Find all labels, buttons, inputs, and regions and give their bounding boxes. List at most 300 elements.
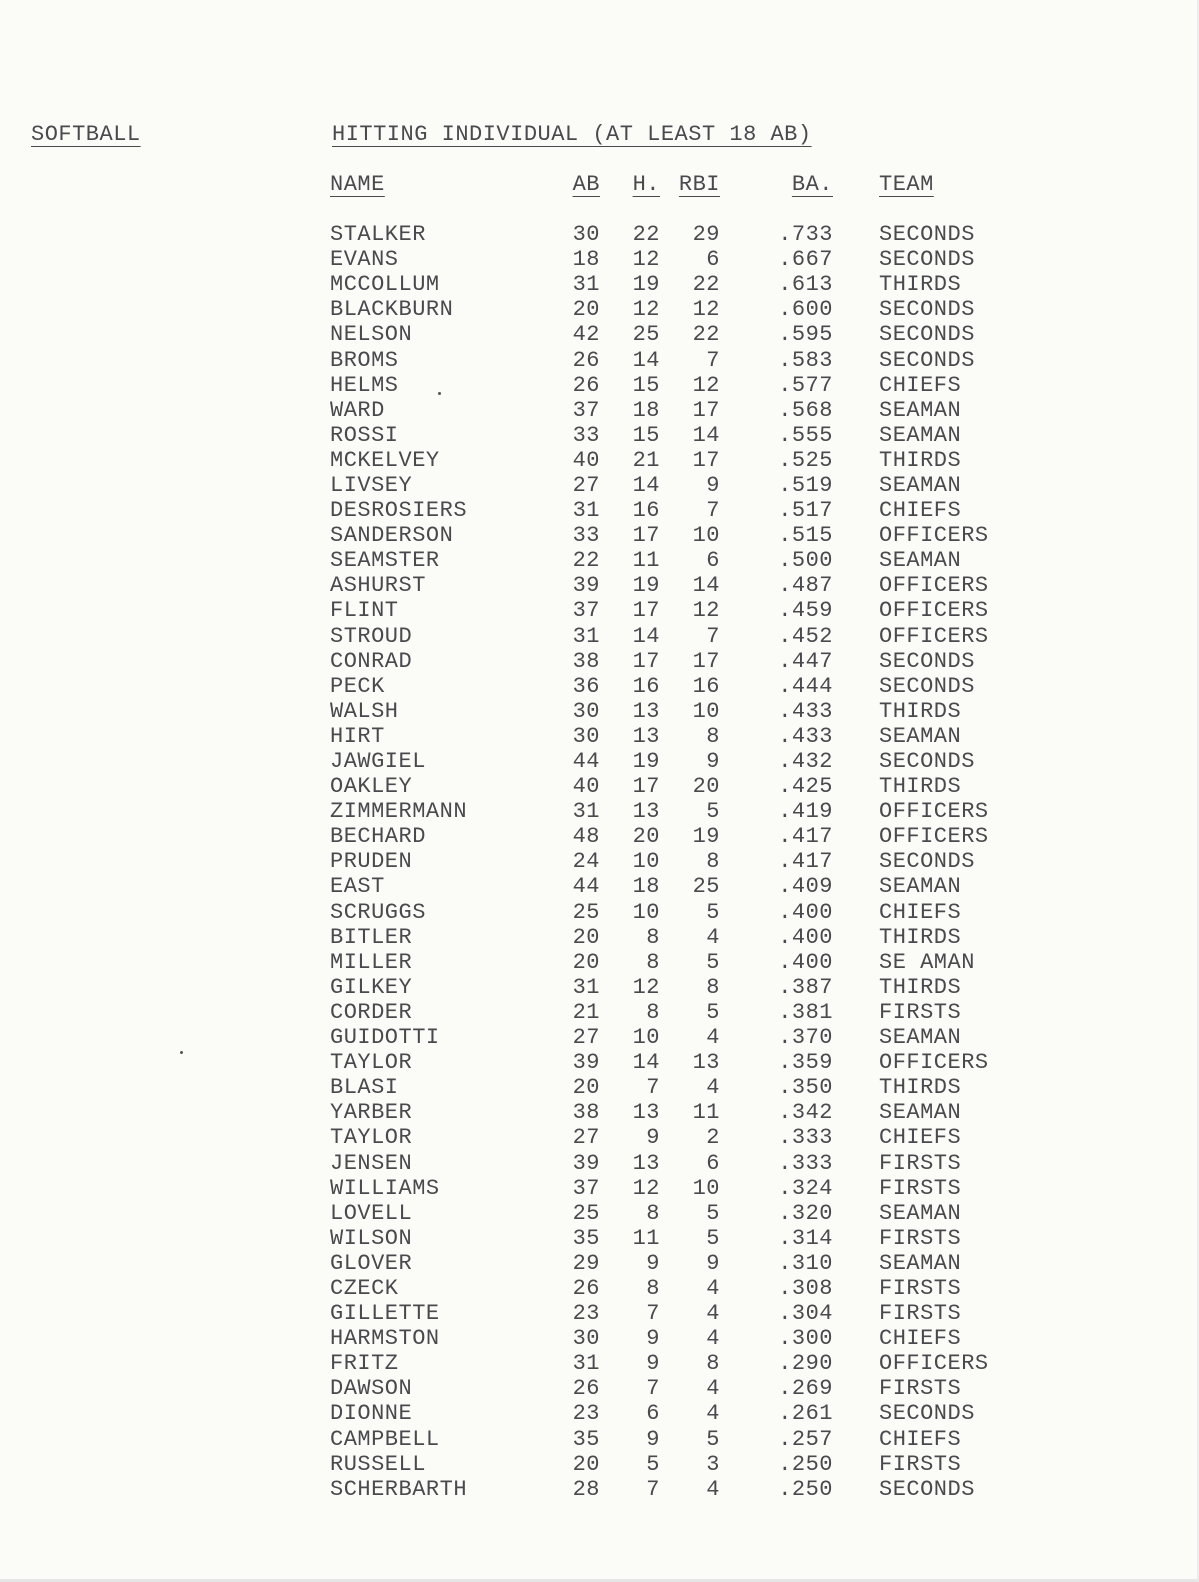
section-label: SOFTBALL: [31, 122, 141, 147]
cell-name: MCCOLLUM: [330, 272, 440, 298]
cell-h: 8: [646, 1275, 660, 1301]
cell-ab: 22: [572, 548, 600, 574]
cell-rbi: 17: [692, 447, 720, 473]
cell-ba: .568: [778, 397, 833, 423]
cell-rbi: 6: [706, 247, 720, 273]
table-row: [330, 699, 1029, 724]
cell-ab: 29: [572, 1250, 600, 1276]
cell-team: CHIEFS: [879, 1326, 962, 1352]
cell-ba: .600: [778, 297, 833, 323]
cell-rbi: 5: [706, 999, 720, 1025]
cell-ba: .290: [778, 1351, 833, 1377]
cell-name: GILLETTE: [330, 1301, 440, 1327]
cell-h: 14: [632, 1050, 660, 1076]
table-row: [330, 297, 1029, 322]
table-row: [330, 1301, 1029, 1326]
cell-ba: .452: [778, 623, 833, 649]
table-row: [330, 1176, 1029, 1201]
cell-team: SECONDS: [879, 1401, 975, 1427]
cell-name: CAMPBELL: [330, 1426, 440, 1452]
cell-team: SECONDS: [879, 1476, 975, 1502]
table-row: [330, 799, 1029, 824]
column-header-name: NAME: [330, 172, 385, 197]
cell-name: SCHERBARTH: [330, 1476, 468, 1502]
table-body: [330, 210, 1029, 1502]
cell-rbi: 8: [706, 974, 720, 1000]
table-row: [330, 774, 1029, 799]
cell-team: OFFICERS: [879, 824, 989, 850]
cell-rbi: 25: [692, 874, 720, 900]
table-row: [330, 373, 1029, 398]
cell-rbi: 3: [706, 1451, 720, 1477]
cell-ab: 20: [572, 924, 600, 950]
cell-name: DESROSIERS: [330, 498, 468, 524]
cell-h: 9: [646, 1351, 660, 1377]
table-row: [330, 1427, 1029, 1452]
cell-ba: .519: [778, 472, 833, 498]
cell-ba: .433: [778, 698, 833, 724]
cell-rbi: 4: [706, 1376, 720, 1402]
cell-h: 11: [632, 1225, 660, 1251]
cell-rbi: 12: [692, 372, 720, 398]
cell-name: DAWSON: [330, 1376, 413, 1402]
cell-rbi: 2: [706, 1125, 720, 1151]
cell-rbi: 4: [706, 1326, 720, 1352]
cell-rbi: 9: [706, 1250, 720, 1276]
cell-name: EVANS: [330, 247, 399, 273]
table-row: [330, 322, 1029, 347]
cell-rbi: 8: [706, 723, 720, 749]
cell-ba: .269: [778, 1376, 833, 1402]
cell-rbi: 14: [692, 573, 720, 599]
cell-ba: .400: [778, 899, 833, 925]
column-header-h: H.: [632, 172, 660, 197]
cell-h: 19: [632, 749, 660, 775]
cell-name: TAYLOR: [330, 1125, 413, 1151]
cell-h: 7: [646, 1376, 660, 1402]
cell-h: 14: [632, 347, 660, 373]
cell-name: ROSSI: [330, 422, 399, 448]
cell-team: CHIEFS: [879, 899, 962, 925]
cell-h: 6: [646, 1401, 660, 1427]
cell-team: OFFICERS: [879, 799, 989, 825]
cell-team: SECONDS: [879, 347, 975, 373]
cell-ab: 48: [572, 824, 600, 850]
table-row: [330, 1000, 1029, 1025]
cell-name: MILLER: [330, 949, 413, 975]
cell-ba: .257: [778, 1426, 833, 1452]
cell-name: CORDER: [330, 999, 413, 1025]
table-row: [330, 1150, 1029, 1175]
cell-ba: .324: [778, 1175, 833, 1201]
cell-ab: 20: [572, 1451, 600, 1477]
cell-ab: 30: [572, 723, 600, 749]
cell-name: JAWGIEL: [330, 749, 426, 775]
table-row: [330, 1477, 1029, 1502]
cell-rbi: 13: [692, 1050, 720, 1076]
cell-name: WILLIAMS: [330, 1175, 440, 1201]
cell-name: WALSH: [330, 698, 399, 724]
cell-h: 14: [632, 472, 660, 498]
table-row: [330, 247, 1029, 272]
cell-rbi: 12: [692, 598, 720, 624]
cell-rbi: 7: [706, 347, 720, 373]
cell-ab: 26: [572, 347, 600, 373]
cell-h: 25: [632, 322, 660, 348]
table-row: [330, 950, 1029, 975]
table-row: [330, 1201, 1029, 1226]
cell-h: 19: [632, 272, 660, 298]
cell-ba: .314: [778, 1225, 833, 1251]
cell-team: CHIEFS: [879, 1426, 962, 1452]
cell-ab: 35: [572, 1426, 600, 1452]
cell-name: STROUD: [330, 623, 413, 649]
cell-h: 12: [632, 247, 660, 273]
table-row: [330, 649, 1029, 674]
cell-h: 13: [632, 723, 660, 749]
cell-ab: 31: [572, 1351, 600, 1377]
cell-rbi: 10: [692, 698, 720, 724]
cell-ba: .300: [778, 1326, 833, 1352]
cell-rbi: 5: [706, 1426, 720, 1452]
cell-ab: 23: [572, 1401, 600, 1427]
cell-ab: 37: [572, 1175, 600, 1201]
cell-ba: .250: [778, 1451, 833, 1477]
column-header-ab: AB: [572, 172, 600, 197]
cell-ba: .733: [778, 222, 833, 248]
cell-team: OFFICERS: [879, 1050, 989, 1076]
cell-ab: 31: [572, 974, 600, 1000]
cell-ab: 31: [572, 498, 600, 524]
cell-ba: .310: [778, 1250, 833, 1276]
spacer-row: [330, 210, 1029, 222]
table-row: [330, 1025, 1029, 1050]
cell-ab: 44: [572, 874, 600, 900]
cell-ba: .525: [778, 447, 833, 473]
cell-rbi: 22: [692, 322, 720, 348]
cell-team: CHIEFS: [879, 372, 962, 398]
table-row: [330, 448, 1029, 473]
table-row: [330, 1100, 1029, 1125]
cell-ba: .320: [778, 1200, 833, 1226]
table-row: [330, 1401, 1029, 1426]
cell-name: HARMSTON: [330, 1326, 440, 1352]
cell-ab: 27: [572, 472, 600, 498]
cell-h: 8: [646, 924, 660, 950]
cell-rbi: 16: [692, 673, 720, 699]
cell-ab: 25: [572, 1200, 600, 1226]
cell-ab: 35: [572, 1225, 600, 1251]
cell-team: SECONDS: [879, 297, 975, 323]
cell-ba: .387: [778, 974, 833, 1000]
cell-ba: .500: [778, 548, 833, 574]
cell-name: CZECK: [330, 1275, 399, 1301]
cell-ab: 21: [572, 999, 600, 1025]
cell-ba: .432: [778, 749, 833, 775]
cell-ab: 26: [572, 1275, 600, 1301]
cell-name: EAST: [330, 874, 385, 900]
cell-ab: 33: [572, 422, 600, 448]
cell-h: 13: [632, 698, 660, 724]
cell-name: WARD: [330, 397, 385, 423]
cell-team: SEAMAN: [879, 1100, 962, 1126]
cell-ba: .577: [778, 372, 833, 398]
cell-ba: .333: [778, 1150, 833, 1176]
table-row: [330, 674, 1029, 699]
cell-team: CHIEFS: [879, 1125, 962, 1151]
cell-h: 9: [646, 1250, 660, 1276]
cell-ab: 28: [572, 1476, 600, 1502]
cell-rbi: 5: [706, 799, 720, 825]
cell-name: WILSON: [330, 1225, 413, 1251]
cell-team: OFFICERS: [879, 598, 989, 624]
cell-team: THIRDS: [879, 924, 962, 950]
cell-name: LIVSEY: [330, 472, 413, 498]
cell-rbi: 10: [692, 523, 720, 549]
cell-h: 11: [632, 548, 660, 574]
table-row: [330, 1125, 1029, 1150]
cell-ba: .333: [778, 1125, 833, 1151]
cell-ab: 39: [572, 1050, 600, 1076]
cell-ba: .444: [778, 673, 833, 699]
table-row: [330, 222, 1029, 247]
cell-ab: 36: [572, 673, 600, 699]
table-row: [330, 1276, 1029, 1301]
cell-h: 12: [632, 297, 660, 323]
table-row: [330, 473, 1029, 498]
cell-team: FIRSTS: [879, 1301, 962, 1327]
table-row: [330, 624, 1029, 649]
cell-team: SECONDS: [879, 247, 975, 273]
table-row: [330, 573, 1029, 598]
cell-team: THIRDS: [879, 698, 962, 724]
cell-rbi: 17: [692, 648, 720, 674]
cell-h: 17: [632, 598, 660, 624]
cell-h: 15: [632, 372, 660, 398]
cell-ba: .304: [778, 1301, 833, 1327]
table-row: [330, 900, 1029, 925]
cell-rbi: 8: [706, 849, 720, 875]
cell-name: GLOVER: [330, 1250, 413, 1276]
cell-ab: 20: [572, 297, 600, 323]
cell-rbi: 20: [692, 774, 720, 800]
cell-team: FIRSTS: [879, 1150, 962, 1176]
table-row: [330, 975, 1029, 1000]
cell-ba: .400: [778, 949, 833, 975]
cell-name: GUIDOTTI: [330, 1025, 440, 1051]
cell-rbi: 17: [692, 397, 720, 423]
cell-h: 12: [632, 1175, 660, 1201]
ink-speck: [438, 392, 441, 395]
cell-ba: .515: [778, 523, 833, 549]
cell-ab: 40: [572, 774, 600, 800]
table-row: [330, 498, 1029, 523]
cell-h: 17: [632, 774, 660, 800]
cell-team: THIRDS: [879, 774, 962, 800]
cell-h: 14: [632, 623, 660, 649]
cell-name: RUSSELL: [330, 1451, 426, 1477]
cell-team: SEAMAN: [879, 422, 962, 448]
cell-name: BLACKBURN: [330, 297, 454, 323]
table-row: [330, 1226, 1029, 1251]
cell-name: HIRT: [330, 723, 385, 749]
cell-rbi: 4: [706, 1476, 720, 1502]
cell-h: 13: [632, 1150, 660, 1176]
cell-ab: 42: [572, 322, 600, 348]
cell-rbi: 4: [706, 924, 720, 950]
cell-ba: .370: [778, 1025, 833, 1051]
cell-ba: .487: [778, 573, 833, 599]
table-row: [330, 272, 1029, 297]
cell-rbi: 19: [692, 824, 720, 850]
cell-name: PRUDEN: [330, 849, 413, 875]
cell-rbi: 5: [706, 899, 720, 925]
cell-team: FIRSTS: [879, 1175, 962, 1201]
table-header: [330, 172, 1029, 210]
cell-team: SECONDS: [879, 322, 975, 348]
cell-h: 9: [646, 1125, 660, 1151]
cell-h: 16: [632, 673, 660, 699]
cell-ab: 31: [572, 799, 600, 825]
document-title: HITTING INDIVIDUAL (AT LEAST 18 AB): [332, 122, 812, 147]
cell-team: SECONDS: [879, 849, 975, 875]
cell-h: 13: [632, 799, 660, 825]
cell-ba: .250: [778, 1476, 833, 1502]
table-row: [330, 724, 1029, 749]
cell-ab: 23: [572, 1301, 600, 1327]
cell-name: BECHARD: [330, 824, 426, 850]
cell-ab: 30: [572, 1326, 600, 1352]
cell-team: THIRDS: [879, 1075, 962, 1101]
cell-ba: .400: [778, 924, 833, 950]
cell-ba: .359: [778, 1050, 833, 1076]
cell-ab: 24: [572, 849, 600, 875]
cell-rbi: 4: [706, 1301, 720, 1327]
cell-ba: .447: [778, 648, 833, 674]
cell-h: 13: [632, 1100, 660, 1126]
cell-team: CHIEFS: [879, 498, 962, 524]
cell-rbi: 14: [692, 422, 720, 448]
cell-h: 7: [646, 1476, 660, 1502]
cell-rbi: 11: [692, 1100, 720, 1126]
cell-name: SCRUGGS: [330, 899, 426, 925]
cell-ba: .308: [778, 1275, 833, 1301]
header-row: [330, 172, 1029, 210]
cell-name: ASHURST: [330, 573, 426, 599]
cell-name: FLINT: [330, 598, 399, 624]
table-row: [330, 523, 1029, 548]
cell-team: SEAMAN: [879, 1200, 962, 1226]
cell-rbi: 4: [706, 1401, 720, 1427]
cell-ab: 38: [572, 648, 600, 674]
cell-h: 12: [632, 974, 660, 1000]
cell-team: SEAMAN: [879, 723, 962, 749]
cell-team: SEAMAN: [879, 472, 962, 498]
cell-ab: 27: [572, 1125, 600, 1151]
cell-h: 22: [632, 222, 660, 248]
table-row: [330, 1376, 1029, 1401]
cell-team: SECONDS: [879, 648, 975, 674]
cell-ab: 39: [572, 573, 600, 599]
cell-team: THIRDS: [879, 272, 962, 298]
cell-team: OFFICERS: [879, 623, 989, 649]
cell-rbi: 4: [706, 1025, 720, 1051]
table-row: [330, 1251, 1029, 1276]
cell-ab: 27: [572, 1025, 600, 1051]
table-row: [330, 1050, 1029, 1075]
cell-name: SEAMSTER: [330, 548, 440, 574]
cell-rbi: 6: [706, 548, 720, 574]
cell-h: 10: [632, 1025, 660, 1051]
table-row: [330, 1351, 1029, 1376]
cell-h: 17: [632, 648, 660, 674]
cell-name: BROMS: [330, 347, 399, 373]
table-row: [330, 824, 1029, 849]
cell-name: CONRAD: [330, 648, 413, 674]
cell-team: THIRDS: [879, 447, 962, 473]
cell-ba: .261: [778, 1401, 833, 1427]
cell-h: 19: [632, 573, 660, 599]
cell-h: 9: [646, 1426, 660, 1452]
cell-name: NELSON: [330, 322, 413, 348]
cell-rbi: 5: [706, 1200, 720, 1226]
cell-team: SE AMAN: [879, 949, 975, 975]
cell-name: PECK: [330, 673, 385, 699]
cell-name: TAYLOR: [330, 1050, 413, 1076]
cell-ba: .350: [778, 1075, 833, 1101]
cell-rbi: 7: [706, 623, 720, 649]
cell-name: GILKEY: [330, 974, 413, 1000]
cell-name: BITLER: [330, 924, 413, 950]
cell-rbi: 10: [692, 1175, 720, 1201]
cell-name: LOVELL: [330, 1200, 413, 1226]
cell-rbi: 12: [692, 297, 720, 323]
cell-ab: 40: [572, 447, 600, 473]
cell-ab: 37: [572, 598, 600, 624]
cell-ab: 20: [572, 949, 600, 975]
cell-ab: 38: [572, 1100, 600, 1126]
cell-name: YARBER: [330, 1100, 413, 1126]
cell-rbi: 9: [706, 472, 720, 498]
table-row: [330, 398, 1029, 423]
table-row: [330, 1075, 1029, 1100]
cell-ab: 26: [572, 372, 600, 398]
cell-ba: .417: [778, 849, 833, 875]
table-row: [330, 1326, 1029, 1351]
cell-ba: .417: [778, 824, 833, 850]
table-row: [330, 548, 1029, 573]
column-header-ba: BA.: [791, 172, 833, 197]
cell-h: 7: [646, 1301, 660, 1327]
cell-ba: .555: [778, 422, 833, 448]
cell-name: OAKLEY: [330, 774, 413, 800]
cell-ba: .419: [778, 799, 833, 825]
cell-ab: 31: [572, 623, 600, 649]
cell-ab: 44: [572, 749, 600, 775]
cell-rbi: 5: [706, 949, 720, 975]
cell-ba: .667: [778, 247, 833, 273]
table-row: [330, 1452, 1029, 1477]
table-row: [330, 347, 1029, 372]
cell-ab: 39: [572, 1150, 600, 1176]
cell-h: 5: [646, 1451, 660, 1477]
cell-h: 18: [632, 397, 660, 423]
cell-ab: 30: [572, 222, 600, 248]
cell-h: 7: [646, 1075, 660, 1101]
cell-team: SECONDS: [879, 673, 975, 699]
cell-team: SEAMAN: [879, 397, 962, 423]
cell-rbi: 8: [706, 1351, 720, 1377]
